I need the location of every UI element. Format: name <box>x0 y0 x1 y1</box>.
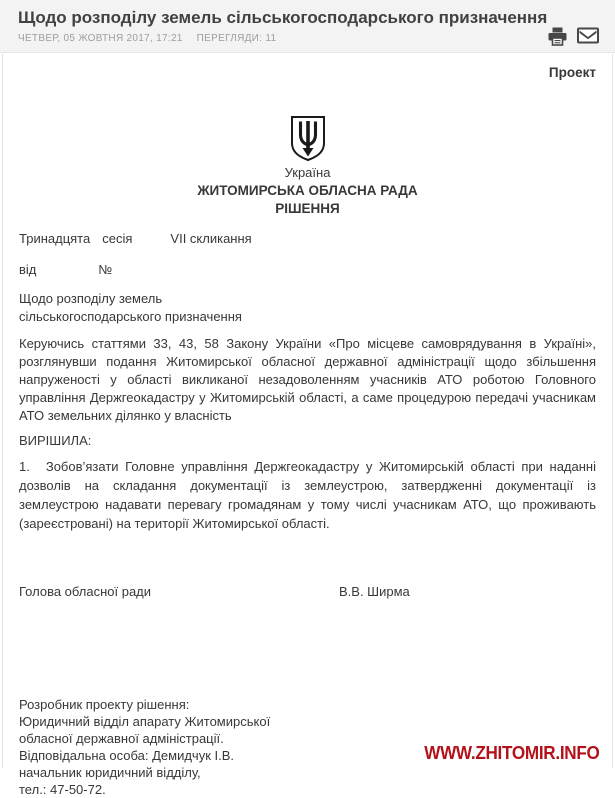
ukraine-trident-emblem-icon <box>288 115 328 162</box>
signature-name: В.В. Ширма <box>339 584 410 599</box>
header-icons <box>546 27 599 46</box>
print-icon <box>547 27 568 46</box>
draft-label: Проект <box>548 65 596 80</box>
developer-info-line: обласної державної адміністрації. <box>19 731 224 746</box>
convocation: VII скликання <box>170 231 252 246</box>
council-name: ЖИТОМИРСЬКА ОБЛАСНА РАДА <box>197 183 418 198</box>
signature-row <box>19 583 596 601</box>
developer-info-line: Юридичний відділ апарату Житомирської <box>19 714 271 729</box>
article-title: Щодо розподілу земель сільськогосподарського призначення <box>18 8 548 27</box>
site-watermark: WWW.ZHITOMIR.INFO <box>424 743 600 763</box>
document-subject <box>19 290 596 326</box>
email-button[interactable] <box>577 27 599 46</box>
article-date: ЧЕТВЕР, 05 ЖОВТНЯ 2017, 17:21 <box>18 33 183 44</box>
resolved-label: ВИРІШИЛА: <box>19 433 92 448</box>
preamble-paragraph: Керуючись статтями 33, 43, 58 Закону України «Про місцеве самоврядування в Україні», розглянувши подання Житомирської обласної державної адміністрації щодо збільшення напруженості у області викликаної незадоволенням учасників АТО роботою Головного управління Держгеокадастру у Житомирській області, а саме процедурою передачі учасникам АТО земельних ділянко у власність <box>19 336 596 423</box>
article-header <box>0 0 615 53</box>
subject-line-1: Щодо розподілу земель <box>19 291 163 306</box>
date-label: від <box>19 262 37 277</box>
print-button[interactable] <box>546 27 568 46</box>
resolution-item <box>19 457 596 533</box>
subject-line-2: сільськогосподарського призначення <box>19 309 242 324</box>
emblem-wrap <box>19 115 596 162</box>
session-line <box>19 230 596 248</box>
document-heading <box>19 164 596 218</box>
developer-info-line: тел.: 47-50-72. <box>19 782 106 797</box>
session-word: сесія <box>102 231 133 246</box>
country-name: Україна <box>284 165 331 180</box>
signature-position: Голова обласної ради <box>19 584 152 599</box>
email-icon <box>577 27 599 44</box>
developer-info-line: Розробник проекту рішення: <box>19 697 190 712</box>
developer-info-line: начальник юридичний відділу, <box>19 765 201 780</box>
article-meta <box>18 33 597 44</box>
document-type: РІШЕННЯ <box>275 201 340 216</box>
document-body <box>2 54 613 797</box>
session-number: Тринадцята <box>19 231 91 246</box>
views-count: ПЕРЕГЛЯДИ: 11 <box>196 33 277 44</box>
number-sign: № <box>98 262 113 277</box>
developer-info-line: Відповідальна особа: Демидчук І.В. <box>19 748 235 763</box>
item-number: 1. <box>19 459 30 474</box>
item-text: Зобов’язати Головне управління Держгеокадастру у Житомирській області при наданні дозволів на складання документації із землеустрою, затвердженні документації із землеустрою надавати перевагу громадянам у тому числі учасникам АТО, що проживають (зареєстровані) на території Житомирської області. <box>19 459 596 531</box>
date-number-line <box>19 261 596 279</box>
